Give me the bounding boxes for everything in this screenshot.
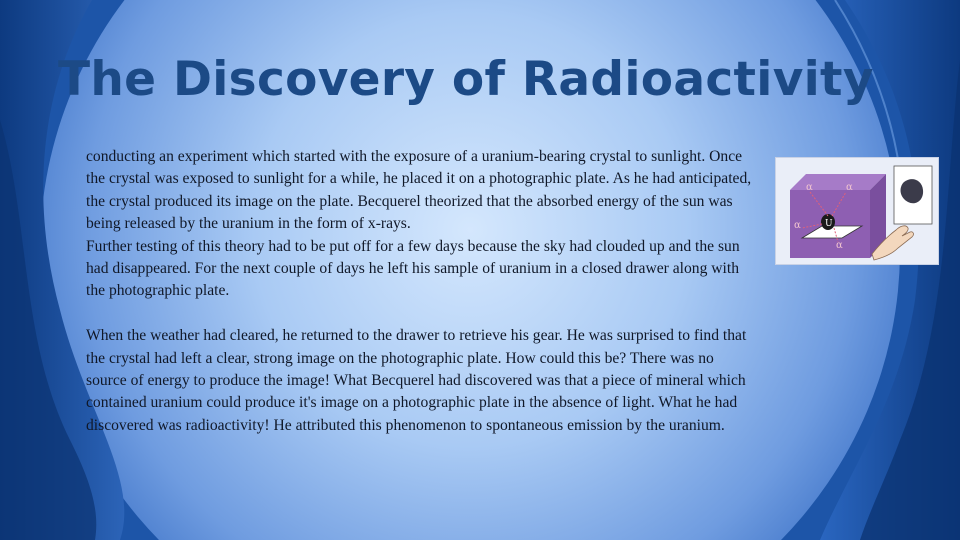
box-top-face [790, 174, 886, 190]
uranium-box-diagram [776, 158, 936, 262]
alpha-symbol: α [794, 220, 801, 231]
alpha-symbol: α [836, 240, 843, 251]
slide-title: The Discovery of Radioactivity [58, 52, 874, 107]
paragraph: When the weather had cleared, he returned to the drawer to retrieve his gear. He was surprised to find that the crystal had left a clear, strong image on the photographic plate. How could this be? There was no source of energy to produce the image! What Becquerel had discovered was that a piece of mineral which contained uranium could produce it's image on a photographic plate in the absence of light. What he had discovered was radioactivity! He attributed this phenomenon to spontaneous emission by the uranium. [86, 327, 747, 434]
paragraph: Further testing of this theory had to be put off for a few days because the sky had clouded up and the sun had disappeared. For the next couple of days he left his sample of uranium in a closed drawer along with the photographic plate. [86, 237, 740, 300]
body-text [86, 146, 754, 437]
paragraph: conducting an experiment which started with the exposure of a uranium-bearing crystal to sunlight. Once the crystal was exposed to sunlight for a while, he placed it on a photographic plate. As he had anticipated, the crystal produced its image on the plate. Becquerel theorized that the absorbed energy of the sun was being released by the uranium in the form of x-rays. [86, 148, 752, 233]
alpha-symbol: α [846, 182, 853, 193]
radioactivity-illustration [775, 157, 939, 265]
alpha-symbol: α [806, 182, 813, 193]
uranium-label: U [825, 219, 833, 229]
